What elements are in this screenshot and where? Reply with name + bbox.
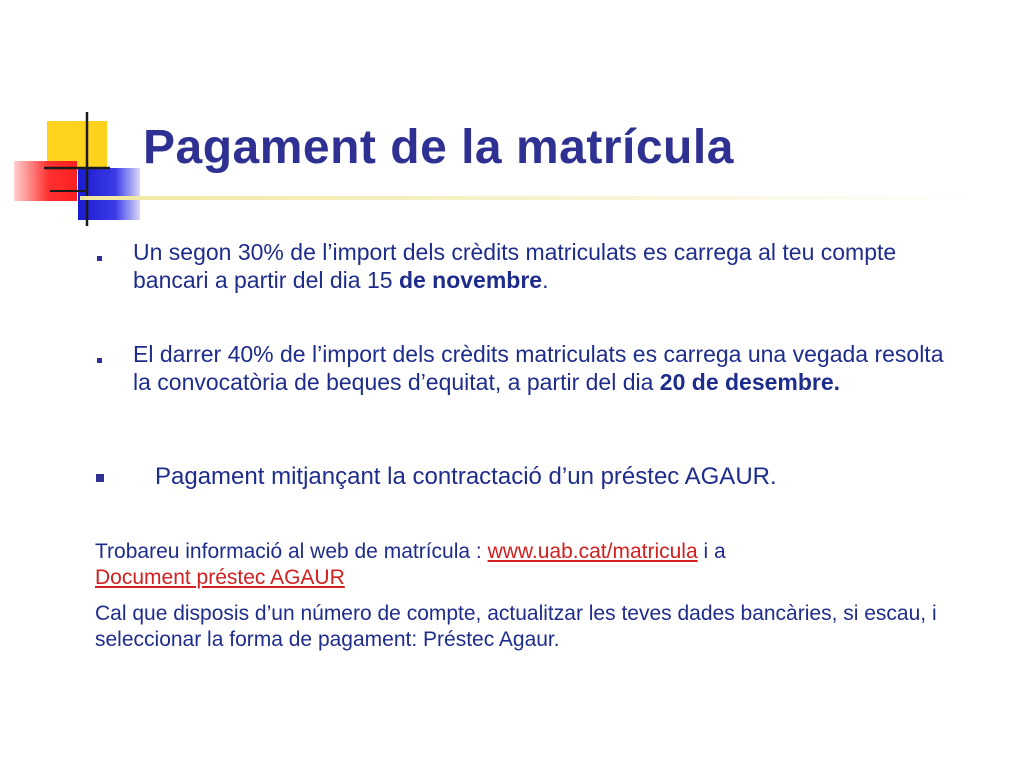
note-paragraph: Cal que disposis d’un número de compte, actualitzar les teves dades bancàries, si escau, i seleccionar la forma de pagament: Préstec Agaur. [95,602,937,651]
page-title: Pagament de la matrícula [143,121,734,174]
decorative-squares-logo [0,0,160,240]
bullet-2-bold-text: 20 de desembre. [659,369,841,395]
bullet-1-text-end: . [542,267,549,293]
bullet-2-text-part: El darrer 40% de l’import dels crèdits matriculats es carrega una vegada resolta la convocatòria de beques d’equitat, a partir del dia [133,341,944,395]
matricula-web-link[interactable]: www.uab.cat/matricula [487,540,698,563]
bullet-square-icon [96,474,104,482]
bullet-1-text-part: Un segon 30% de l’import dels crèdits matriculats es carrega al teu compte bancari a partir del dia 15 [133,239,897,293]
bullet-square-icon [97,358,102,363]
info-text-mid: i a [697,540,726,563]
info-paragraph [95,539,945,591]
bullet-square-icon [97,256,102,261]
bullet-3-text: Pagament mitjançant la contractació d’un préstec AGAUR. [155,463,777,490]
info-text: Trobareu informació al web de matrícula : [95,540,488,563]
agaur-document-link[interactable]: Document préstec AGAUR [95,566,345,589]
bullet-2-text [133,340,953,396]
title-underline [80,196,980,200]
bullet-1-text [133,238,953,294]
bullet-1-bold-text: de novembre [398,267,543,293]
